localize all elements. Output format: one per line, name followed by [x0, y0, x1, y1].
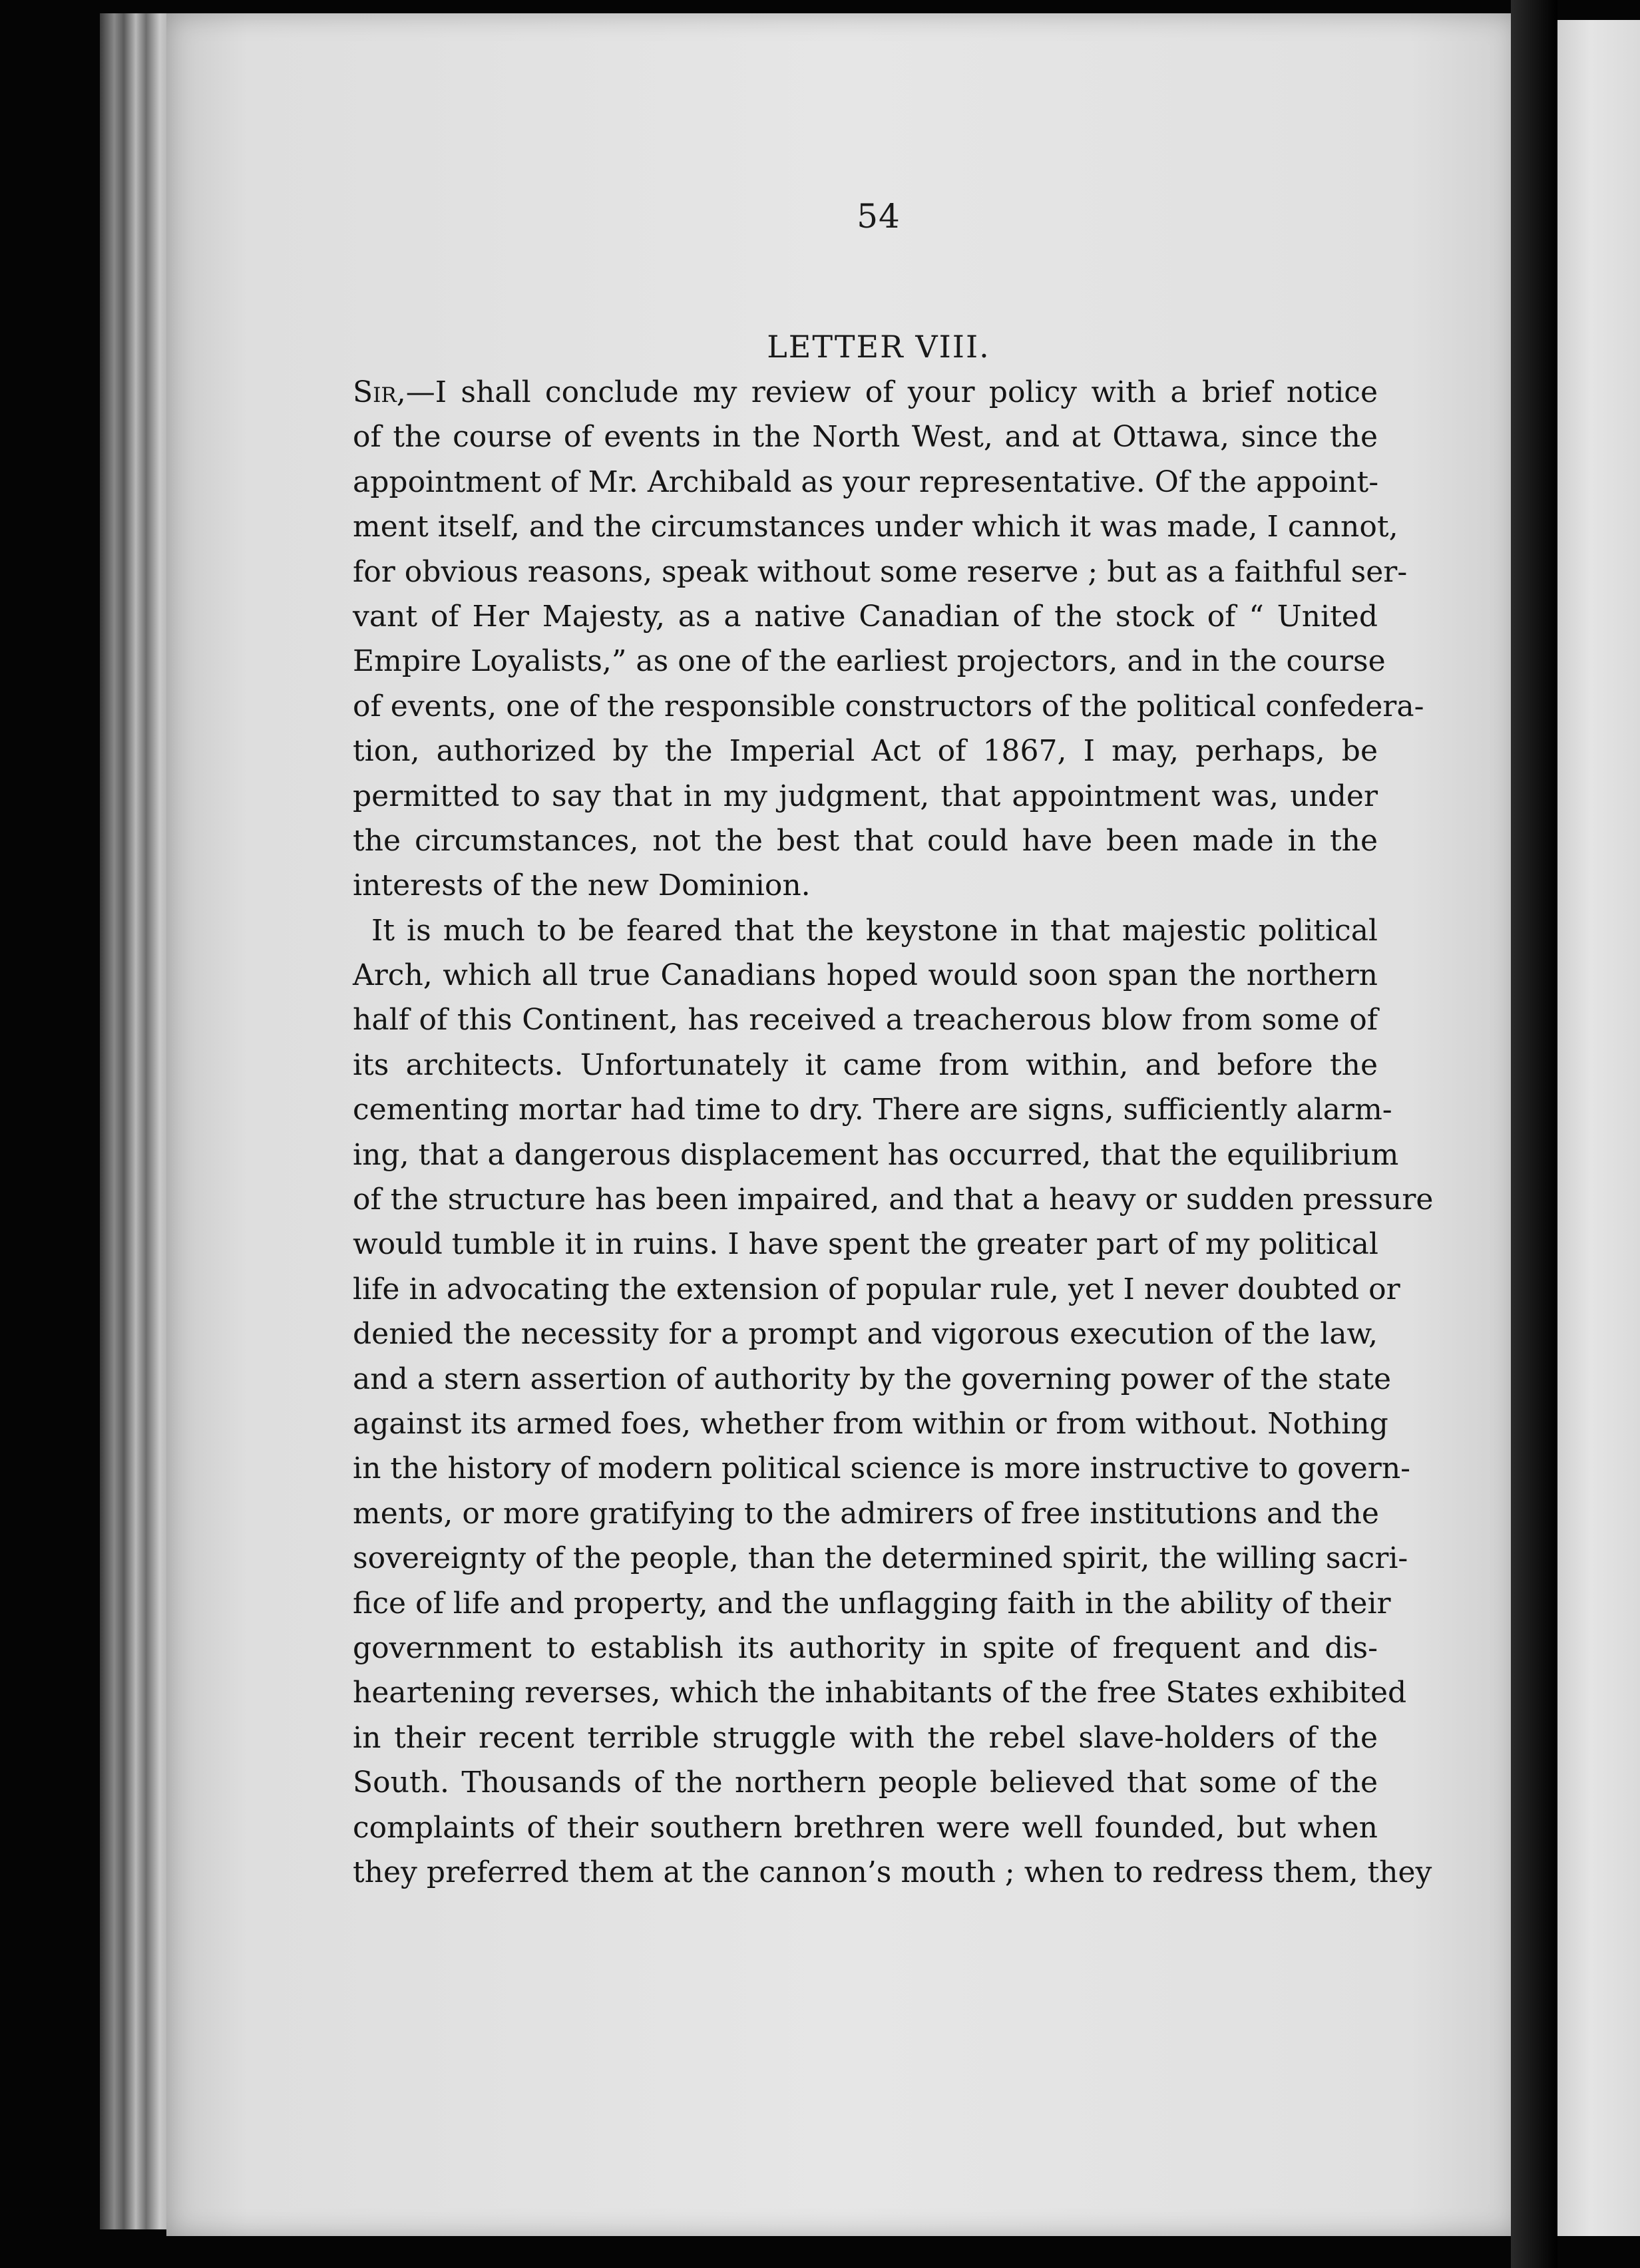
text-line: of events, one of the responsible constructors of the political confedera-	[353, 689, 1424, 723]
text-line: complaints of their southern brethren were well founded, but when	[353, 1810, 1378, 1845]
text-line: and a stern assertion of authority by the governing power of the state	[353, 1362, 1392, 1396]
text-line: in the history of modern political science is more instructive to govern-	[353, 1451, 1411, 1486]
text-line: Sir,—I shall conclude my review of your policy with a brief notice	[353, 375, 1378, 409]
text-line: against its armed foes, whether from within or from without. Nothing	[353, 1406, 1388, 1441]
text-line: life in advocating the extension of popular rule, yet I never doubted or	[353, 1272, 1400, 1306]
text-line: for obvious reasons, speak without some reserve ; but as a faithful ser-	[353, 554, 1408, 589]
text-line: denied the necessity for a prompt and vigorous execution of the law,	[353, 1317, 1378, 1352]
letter-body	[353, 370, 1434, 1895]
page-number: 54	[857, 197, 901, 236]
text-line: of the structure has been impaired, and that a heavy or sudden pressure	[353, 1183, 1434, 1217]
text-line: government to establish its authority in spite of frequent and dis-	[353, 1630, 1378, 1665]
text-line: appointment of Mr. Archibald as your representative. Of the appoint-	[353, 465, 1379, 499]
text-line: sovereignty of the people, than the determined spirit, the willing sacri-	[353, 1541, 1408, 1576]
text-line: in their recent terrible struggle with the rebel slave-holders of the	[353, 1720, 1378, 1755]
text-line: tion, authorized by the Imperial Act of 1867, I may, perhaps, be	[353, 734, 1378, 769]
text-line: half of this Continent, has received a treacherous blow from some of	[353, 1003, 1378, 1038]
text-line: heartening reverses, which the inhabitants of the free States exhibited	[353, 1676, 1407, 1710]
text-line: ments, or more gratifying to the admirers of free institutions and the	[353, 1496, 1379, 1531]
text-line: of the course of events in the North West, and at Ottawa, since the	[353, 420, 1378, 455]
text-line: ing, that a dangerous displacement has occurred, that the equilibrium	[353, 1137, 1399, 1172]
text-line: South. Thousands of the northern people believed that some of the	[353, 1766, 1378, 1800]
text-line: would tumble it in ruins. I have spent the greater part of my political	[353, 1227, 1378, 1262]
text-line: cementing mortar had time to dry. There are signs, sufficiently alarm-	[353, 1093, 1392, 1127]
text-line: It is much to be feared that the keystone in that majestic political	[371, 913, 1378, 948]
text-line: the circumstances, not the best that could have been made in the	[353, 823, 1378, 858]
text-line: permitted to say that in my judgment, that appointment was, under	[353, 779, 1378, 813]
adjacent-page-edge	[1557, 20, 1640, 2236]
text-line: its architects. Unfortunately it came from within, and before the	[353, 1047, 1378, 1082]
text-line: ment itself, and the circumstances under which it was made, I cannot,	[353, 510, 1398, 544]
text-line: vant of Her Majesty, as a native Canadian of the stock of “ United	[353, 599, 1378, 634]
book-gutter	[1511, 0, 1557, 2268]
text-line: they preferred them at the cannon’s mouth ; when to redress them, they	[353, 1855, 1432, 1889]
text-line: Arch, which all true Canadians hoped would soon span the northern	[353, 958, 1378, 993]
text-line: Empire Loyalists,” as one of the earliest projectors, and in the course	[353, 644, 1386, 679]
text-line: interests of the new Dominion.	[353, 868, 811, 903]
salutation: Sir,	[353, 375, 406, 409]
text-line: fice of life and property, and the unflagging faith in the ability of their	[353, 1586, 1391, 1620]
letter-title: LETTER VIII.	[767, 329, 990, 365]
